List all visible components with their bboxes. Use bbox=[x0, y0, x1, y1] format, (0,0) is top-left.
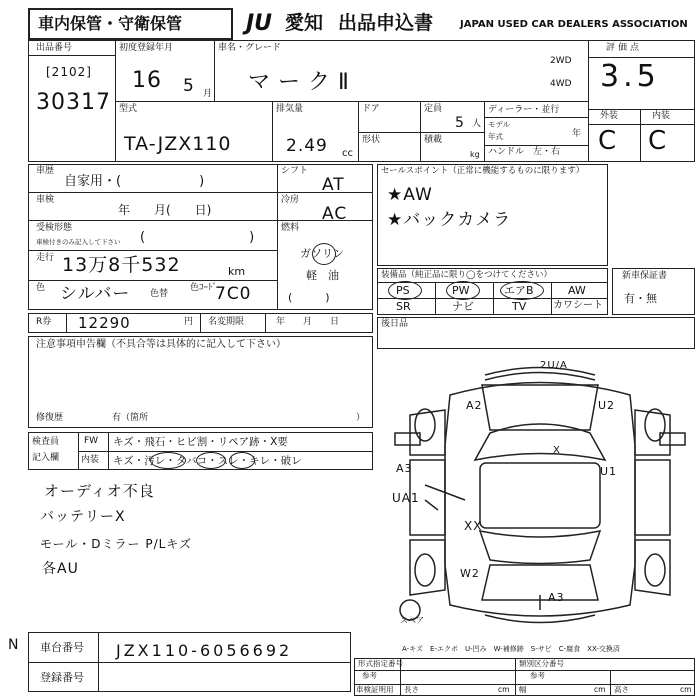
form-spec-label: 形式指定番号 bbox=[358, 659, 403, 668]
english-title: JAPAN USED CAR DEALERS ASSOCIATION bbox=[460, 19, 688, 30]
shift-value: AT bbox=[322, 175, 345, 195]
org-name: 愛知 bbox=[285, 12, 324, 34]
auction-score: 3.5 bbox=[600, 59, 660, 94]
inspector-label-2: 記入欄 bbox=[32, 453, 60, 463]
class-label: 類別区分番号 bbox=[519, 659, 564, 668]
repair-value: 有（箇所 bbox=[112, 413, 149, 423]
displacement: 2.49 bbox=[286, 136, 328, 156]
fuel-other: ( ) bbox=[288, 291, 330, 304]
lot-number: 30317 bbox=[36, 90, 111, 115]
equip-airbag: エアB bbox=[504, 284, 534, 297]
chassis-number: JZX110-6056692 bbox=[116, 641, 293, 660]
first-registration-label: 初度登録年月 bbox=[119, 43, 174, 53]
later-docs-label: 後日品 bbox=[381, 319, 409, 329]
ref-label-1: 参考 bbox=[362, 671, 377, 680]
ref-label-2: 参考 bbox=[530, 671, 545, 680]
registration-year: 16 bbox=[132, 68, 162, 93]
equip-sr: SR bbox=[396, 300, 411, 313]
person-unit: 人 bbox=[472, 119, 482, 129]
repair-close: ） bbox=[356, 413, 366, 423]
month-unit: 月 bbox=[203, 89, 213, 99]
length-unit: cm bbox=[498, 685, 510, 694]
model-code: TA-JZX110 bbox=[124, 133, 232, 155]
equip-airbag-circle bbox=[500, 281, 544, 300]
color-label: 色 bbox=[36, 283, 46, 293]
r-ticket-label: R券 bbox=[36, 317, 52, 327]
car-name: マークⅡ bbox=[248, 70, 357, 95]
n-mark: N bbox=[8, 637, 20, 653]
model-year-label: モデル bbox=[488, 120, 511, 129]
storage-tag: 車内保管・守衛保管 bbox=[38, 14, 183, 33]
deadline-label: 名変期限 bbox=[208, 317, 245, 327]
inspector-row1: キズ・飛石・ヒビ割・リペア跡・X要 bbox=[113, 436, 288, 448]
ju-logo: JU bbox=[246, 11, 273, 36]
note-audio: オーディオ不良 bbox=[44, 482, 155, 500]
length-label: 長さ bbox=[404, 685, 419, 694]
equip-tv: TV bbox=[512, 300, 527, 313]
deadline-value: 年 月 日 bbox=[276, 317, 340, 327]
registration-label: 登録番号 bbox=[40, 671, 84, 684]
later-docs-box bbox=[377, 317, 695, 349]
ac-label: 冷房 bbox=[281, 195, 300, 205]
equipment-label: 装備品（純正品に限り◯をつけてください） bbox=[381, 270, 553, 280]
cc-unit: cc bbox=[342, 148, 353, 159]
mark-right-door: U1 bbox=[600, 465, 618, 478]
score-label: 評価点 bbox=[606, 43, 643, 53]
warranty-value: 有・無 bbox=[624, 292, 657, 305]
capacity: 5 bbox=[455, 115, 465, 131]
handle-label: ハンドル 左・右 bbox=[488, 147, 561, 157]
equip-pw: PW bbox=[452, 284, 470, 297]
scratch-circle-2 bbox=[196, 452, 226, 469]
car-damage-diagram bbox=[390, 355, 690, 635]
sales-point-1: ★AW bbox=[387, 185, 433, 205]
shift-label: シフト bbox=[281, 166, 309, 176]
sales-point-2: ★バックカメラ bbox=[387, 210, 512, 230]
ac-value: AC bbox=[322, 204, 348, 224]
mark-left-rear-xx: XX bbox=[464, 519, 483, 533]
drive-4wd: 4WD bbox=[550, 79, 572, 89]
mark-left-front: A2 bbox=[466, 399, 483, 412]
lot-number-label: 出品番号 bbox=[36, 43, 73, 53]
load-label: 積載 bbox=[424, 135, 443, 145]
dealer-label: ディーラー・並行 bbox=[488, 105, 560, 115]
mark-roof: X bbox=[553, 445, 561, 456]
lot-code: [2102] bbox=[46, 65, 92, 79]
car-name-label: 車名・グレード bbox=[218, 43, 282, 53]
height-label: 高さ bbox=[614, 685, 629, 694]
chassis-label: 車台番号 bbox=[40, 641, 84, 654]
mileage-label: 走行 bbox=[36, 253, 55, 263]
receive-label: 受検形態 bbox=[36, 223, 73, 233]
displacement-label: 排気量 bbox=[276, 104, 304, 114]
drive-2wd: 2WD bbox=[550, 56, 572, 66]
inspector-label: 検査員 bbox=[32, 437, 60, 447]
color-code: 7C0 bbox=[215, 284, 252, 304]
width-label: 幅 bbox=[519, 685, 527, 694]
registration-month: 5 bbox=[183, 76, 195, 96]
receive-note: 車検付きのみ記入して下さい bbox=[36, 238, 121, 246]
equip-ps-circle bbox=[388, 281, 422, 300]
kg-unit: kg bbox=[470, 150, 480, 159]
model-year-label-2: 年式 bbox=[488, 132, 503, 141]
equip-navi: ナビ bbox=[452, 300, 474, 313]
inspection-value: 年 月( 日) bbox=[118, 203, 212, 217]
color-value: シルバー bbox=[60, 284, 131, 304]
repaint-label: 色替 bbox=[150, 289, 169, 299]
sales-points-label: セールスポイント（正常に機能するものに限ります） bbox=[381, 166, 585, 176]
door-label: ドア bbox=[362, 104, 380, 114]
warranty-label: 新車保証書 bbox=[622, 271, 668, 281]
scratch-circle-3 bbox=[229, 452, 255, 469]
receive-bracket: ( ) bbox=[140, 230, 255, 245]
equip-aw: AW bbox=[568, 284, 586, 297]
color-code-label: 色ｺｰﾄﾞ bbox=[190, 283, 218, 293]
width-unit: cm bbox=[594, 685, 606, 694]
equip-ps: PS bbox=[396, 284, 410, 297]
mark-right-front: U2 bbox=[598, 399, 616, 412]
model-code-label: 型式 bbox=[119, 104, 138, 114]
mileage-value: 13万8千532 bbox=[62, 254, 181, 276]
yen-unit: 円 bbox=[184, 317, 194, 327]
notes-label: 注意事項申告欄（不具合等は具体的に記入して下さい） bbox=[36, 339, 286, 350]
note-au: 各AU bbox=[42, 561, 79, 577]
exterior-label: 外装 bbox=[600, 111, 619, 121]
note-battery: バッテリーX bbox=[40, 509, 126, 525]
mark-left-door-ua1: UA1 bbox=[392, 491, 420, 505]
note-molding: モール・Dミラー P/Lキズ bbox=[40, 537, 193, 551]
interior-grade: C bbox=[648, 126, 668, 156]
fuel-diesel: 軽 油 bbox=[306, 269, 339, 282]
scratch-circle-1 bbox=[150, 452, 186, 469]
cert-label: 車検証明用 bbox=[356, 685, 394, 694]
equip-leather-seat: カワシート bbox=[553, 300, 603, 311]
interior-label: 内装 bbox=[652, 111, 671, 121]
damage-legend: A-キズ E-エクボ U-凹み W-補修跡 S-サビ C-腐食 XX-交換済 bbox=[402, 645, 620, 653]
fuel-selected-circle bbox=[312, 243, 336, 265]
repair-label: 修復歴 bbox=[36, 413, 64, 423]
mark-rear-bumper: A3 bbox=[548, 591, 565, 604]
mark-left-rear-w2: W2 bbox=[460, 567, 480, 580]
inspector-row1-head: FW bbox=[84, 436, 99, 446]
history-label: 車歴 bbox=[36, 166, 55, 176]
mark-left-door-a3: A3 bbox=[396, 462, 413, 475]
spare-label: スペア bbox=[400, 616, 424, 625]
inspector-row2-head: 内装 bbox=[81, 455, 100, 465]
equip-pw-circle bbox=[446, 281, 480, 300]
inspector-row2: キズ・汚レ・タバコ・スレ・キレ・破レ bbox=[113, 455, 302, 467]
inspection-label: 車検 bbox=[36, 195, 55, 205]
exterior-grade: C bbox=[598, 126, 618, 156]
r-ticket-value: 12290 bbox=[78, 314, 131, 332]
fuel-gasoline: ガソリン bbox=[300, 247, 344, 260]
fuel-label: 燃料 bbox=[281, 223, 300, 233]
history-value: 自家用・( ) bbox=[64, 174, 205, 189]
year-unit: 年 bbox=[572, 129, 582, 139]
mark-front-bumper: 2U/A bbox=[540, 360, 568, 371]
shape-label: 形状 bbox=[362, 135, 381, 145]
km-unit: km bbox=[228, 265, 246, 278]
document-title: 出品申込書 bbox=[338, 12, 434, 34]
capacity-label: 定員 bbox=[424, 104, 443, 114]
height-unit: cm bbox=[680, 685, 692, 694]
